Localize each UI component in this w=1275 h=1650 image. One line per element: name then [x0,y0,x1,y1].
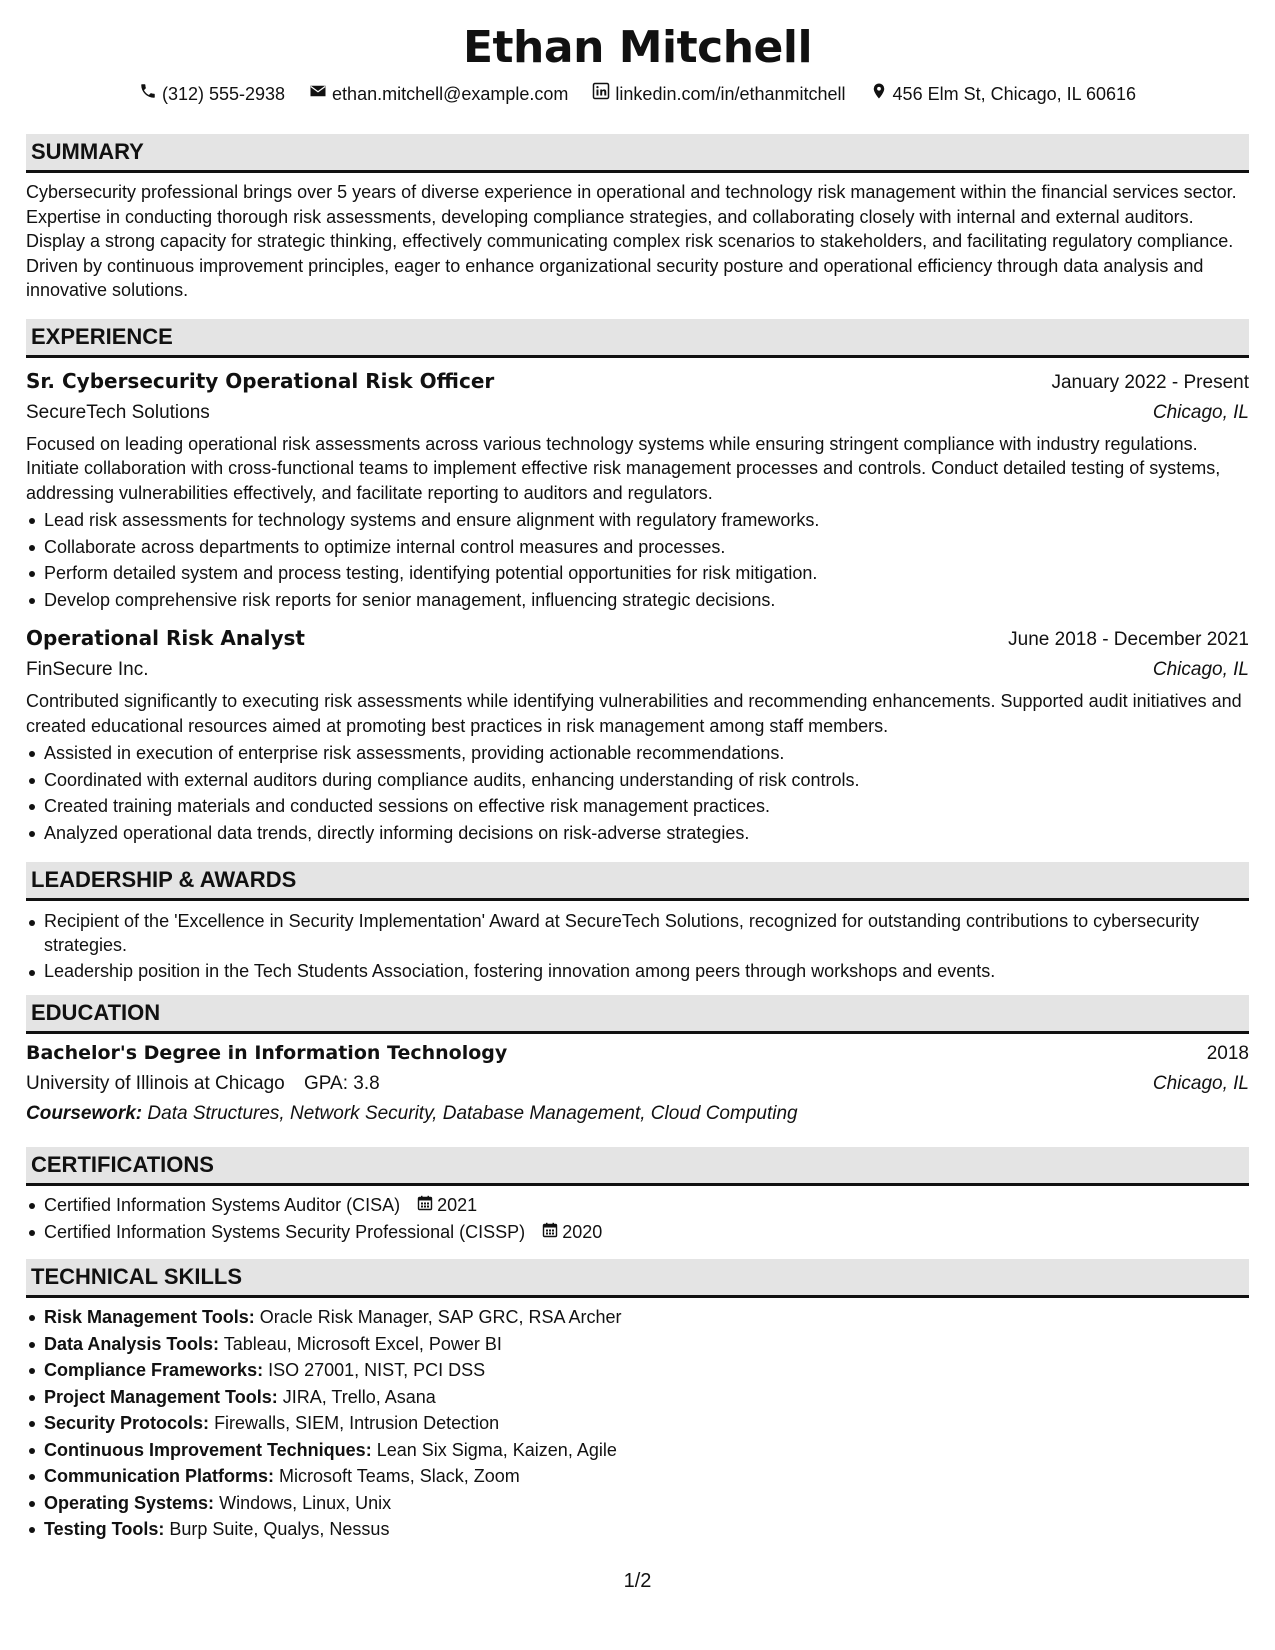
skill-label: Compliance Frameworks: [44,1360,264,1380]
skill-label: Operating Systems: [44,1492,215,1513]
coursework-list: Data Structures, Network Security, Database Management, Cloud Computing [147,1103,798,1124]
section-heading: SUMMARY [26,134,1249,173]
address-text: 456 Elm St, Chicago, IL 60616 [892,84,1137,104]
list-item: Develop comprehensive risk reports for senior management, influencing strategic decisions. [44,587,1249,614]
job-entry [26,366,1249,614]
contact-phone [139,82,285,106]
email-link[interactable]: ethan.mitchell@example.com [332,84,569,104]
cert-year: 2020 [562,1221,603,1242]
list-item [44,1192,1249,1219]
skill-value: JIRA, Trello, Asana [282,1386,436,1407]
calendar-icon [417,1192,433,1219]
job-description: Contributed significantly to executing risk assessments while identifying vulnerabilities and recommending enhancements. Supported audit initiatives and created educational resources aimed at promoting best practices in risk management among staff members. [26,691,1242,736]
job-entry [26,623,1249,846]
summary-section [26,134,1249,303]
company-name: SecureTech Solutions [26,401,210,423]
skill-value: Microsoft Teams, Slack, Zoom [279,1466,520,1486]
cert-year: 2021 [437,1195,478,1215]
summary-text: Cybersecurity professional brings over 5 years of diverse experience in operational and technology risk management within the financial services sector. Expertise in conducting thorough risk assessments, developing compliance strategies, and collaborating closely with internal and external auditors. Display a strong capacity for strategic thinking, effectively communicating complex risk scenarios to stakeholders, and facilitating regulatory compliance. Driven by continuous improvement principles, eager to enhance organizational security posture and operational efficiency through data analysis and innovative solutions. [26,182,1237,300]
list-item [44,1490,1249,1517]
section-heading: TECHNICAL SKILLS [26,1259,1249,1298]
skill-label: Project Management Tools: [44,1386,278,1407]
cert-date [417,1192,477,1219]
contact-bar [26,82,1249,106]
job-bullets [26,507,1249,613]
leadership-section [26,862,1249,983]
skill-label: Risk Management Tools: [44,1307,255,1327]
skill-value: Windows, Linux, Unix [219,1492,392,1513]
list-item: Collaborate across departments to optimize internal control measures and processes. [44,534,1249,561]
list-item [44,1463,1249,1490]
job-dates: June 2018 - December 2021 [1008,629,1249,650]
job-title: Operational Risk Analyst [26,626,305,650]
job-location: Chicago, IL [1152,659,1249,680]
skill-label: Security Protocols: [44,1413,210,1433]
list-item: Leadership position in the Tech Students Association, fostering innovation among peers through workshops and events. [44,959,1249,983]
list-item: Lead risk assessments for technology systems and ensure alignment with regulatory frameworks. [44,507,1249,534]
skill-value: Tableau, Microsoft Excel, Power BI [223,1333,502,1354]
contact-linkedin[interactable] [592,82,845,106]
list-item [44,1219,1249,1246]
list-item [44,1331,1249,1358]
skill-value: Oracle Risk Manager, SAP GRC, RSA Archer [259,1307,622,1327]
list-item: Coordinated with external auditors during compliance audits, enhancing understanding of risk controls. [44,767,1249,794]
list-item [44,1357,1249,1384]
skill-label: Continuous Improvement Techniques: [44,1439,372,1460]
school-name: University of Illinois at Chicago [26,1073,285,1094]
resume-page [26,20,1249,1543]
contact-email[interactable] [309,82,568,106]
job-dates: January 2022 - Present [1051,371,1249,393]
section-heading: CERTIFICATIONS [26,1147,1249,1186]
certifications-list [26,1192,1249,1245]
school-location: Chicago, IL [1152,1073,1249,1094]
phone-icon [139,82,157,106]
list-item: Created training materials and conducted sessions on effective risk management practices. [44,793,1249,820]
skill-label: Data Analysis Tools: [44,1333,220,1354]
calendar-icon [542,1219,558,1246]
skill-value: ISO 27001, NIST, PCI DSS [268,1360,486,1380]
envelope-icon [309,82,327,106]
skill-label: Communication Platforms: [44,1466,275,1486]
candidate-name: Ethan Mitchell [462,22,813,73]
list-item [44,1304,1249,1331]
linkedin-link[interactable]: linkedin.com/in/ethanmitchell [615,84,846,104]
list-item: Assisted in execution of enterprise risk assessments, providing actionable recommendations. [44,740,1249,767]
graduation-year: 2018 [1206,1043,1249,1064]
job-title: Sr. Cybersecurity Operational Risk Officer [26,368,495,393]
coursework [26,1099,1249,1129]
skills-list [26,1304,1249,1543]
certifications-section [26,1147,1249,1245]
cert-date [542,1219,602,1246]
list-item [44,1516,1249,1543]
experience-section [26,319,1249,847]
section-heading: LEADERSHIP & AWARDS [26,862,1249,901]
list-item: Perform detailed system and process testing, identifying potential opportunities for risk mitigation. [44,560,1249,587]
contact-address [870,82,1136,106]
coursework-label: Coursework: [26,1103,143,1124]
education-section [26,995,1249,1129]
list-item: Analyzed operational data trends, directly informing decisions on risk-adverse strategies. [44,820,1249,847]
list-item [44,1384,1249,1411]
skill-value: Burp Suite, Qualys, Nessus [169,1519,390,1539]
section-heading: EXPERIENCE [26,319,1249,358]
phone-text: (312) 555-2938 [161,84,286,104]
linkedin-icon [592,82,610,106]
skill-value: Firewalls, SIEM, Intrusion Detection [214,1413,500,1433]
skill-label: Testing Tools: [44,1519,165,1539]
list-item [44,1410,1249,1437]
job-location: Chicago, IL [1152,401,1249,423]
page-number: 1/2 [623,1570,652,1592]
cert-name: Certified Information Systems Auditor (CISA) [44,1195,401,1215]
map-pin-icon [870,82,888,106]
cert-name: Certified Information Systems Security Professional (CISSP) [44,1221,526,1242]
skill-value: Lean Six Sigma, Kaizen, Agile [376,1439,617,1460]
skills-section [26,1259,1249,1543]
section-heading: EDUCATION [26,995,1249,1034]
school-line [26,1069,380,1099]
list-item [44,1437,1249,1464]
degree-title: Bachelor's Degree in Information Technology [26,1042,508,1064]
gpa: GPA: 3.8 [304,1073,380,1094]
awards-list [26,909,1249,983]
company-name: FinSecure Inc. [26,659,149,680]
job-bullets [26,740,1249,846]
job-description: Focused on leading operational risk assessments across various technology systems while ensuring stringent compliance with industry regulations. Initiate collaboration with cross-functional teams to implement effective risk management processes and controls. Conduct detailed testing of systems, addressing vulnerabilities effectively, and facilitate reporting to auditors and regulators. [26,433,1221,503]
list-item: Recipient of the 'Excellence in Security Implementation' Award at SecureTech Solutions, recognized for outstanding contributions to cybersecurity strategies. [44,909,1249,957]
